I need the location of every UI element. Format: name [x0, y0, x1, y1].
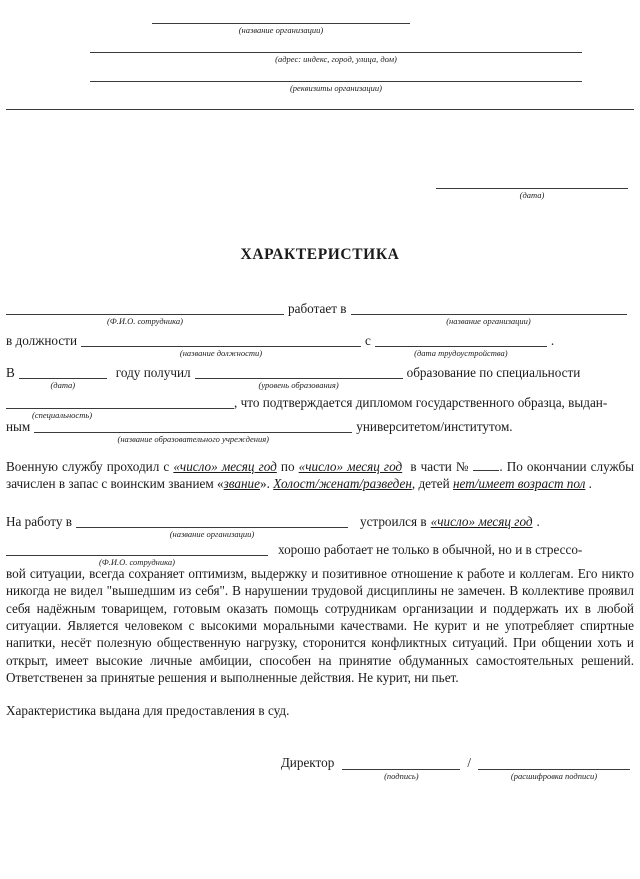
employment-org-caption: (название организации) [446, 316, 531, 326]
date-rule[interactable] [436, 174, 628, 189]
works-at-text: работает в [288, 301, 347, 316]
header-block [6, 0, 634, 110]
education-year-rule[interactable] [19, 364, 107, 379]
transcript-caption: (расшифровка подписи) [510, 771, 598, 782]
employment-line [6, 300, 634, 326]
position-line-period: . [550, 333, 555, 348]
header-address-row [6, 38, 634, 64]
org-name-field[interactable] [152, 9, 410, 35]
employee-name-rule[interactable] [6, 300, 284, 315]
requisites-field[interactable] [90, 67, 582, 93]
document-body [6, 300, 634, 719]
education-year-line [6, 364, 634, 390]
education-specialty-text: образование по специальности [406, 365, 581, 380]
characterization-employee-rule[interactable] [6, 541, 268, 556]
hiring-org-field[interactable] [76, 513, 348, 539]
hire-date-caption: (дата трудоустройства) [414, 348, 508, 358]
hire-date-field[interactable] [375, 332, 547, 358]
hiring-org-rule[interactable] [76, 513, 348, 528]
header-org-row [6, 9, 634, 35]
university-text: университетом/институтом. [356, 419, 513, 434]
date-field[interactable] [436, 174, 628, 200]
education-level-rule[interactable] [195, 364, 403, 379]
org-name-caption: (название организации) [238, 25, 324, 35]
hiring-line [6, 513, 634, 539]
characterization-paragraph: вой ситуации, всегда сохраняет оптимизм, выдержку и позитивное отношение к работе и коллегам. Его никто никогда не видел "вышедшим из себя". В нарушении трудовой дисциплины не замечен. В коллективе проявил себя надёжным товарищем, готовым оказать помощь сотрудникам организации и поддержать их в любой ситуации. Является человеком с высокими моральными качествами. Не курит и не употребляет спиртные напитки, несёт полезную общественную нагрузку, сторонится конфликтных ситуаций. При общении хоть и открыт, имеет высокие личные амбиции, способен на принятие обдуманных самостоятельных решений. Ответственен за принятые решения и выполненные действия. Не курит, ни пьет. [6, 565, 634, 686]
institution-caption: (название образовательного учреждения) [117, 434, 270, 444]
position-field[interactable] [81, 332, 361, 358]
date-caption: (дата) [519, 190, 545, 200]
address-field[interactable] [90, 38, 582, 64]
characterization-employee-field[interactable] [6, 541, 268, 567]
education-in-text: В [6, 365, 15, 380]
military-service-text: Военную службу проходил с «число» месяц год по «число» месяц год в части № . По окончании службы зачислен в запас с воинским званием «звание». Холост/женат/разведен, детей нет/имеет возраст пол . [6, 459, 635, 492]
position-caption: (название должности) [179, 348, 263, 358]
position-line [6, 332, 634, 358]
hiring-joined-text: устроился в [359, 513, 427, 529]
transcript-rule[interactable] [478, 755, 630, 770]
hiring-period-text: . [536, 513, 540, 529]
page-title: ХАРАКТЕРИСТИКА [240, 246, 400, 263]
signature-rule[interactable] [342, 755, 460, 770]
specialty-rule[interactable] [6, 394, 234, 409]
employee-name-field[interactable] [6, 300, 284, 326]
signature-field[interactable] [342, 755, 460, 781]
address-caption: (адрес: индекс, город, улица, дом) [275, 54, 397, 64]
position-prefix-text: в должности [6, 333, 77, 348]
address-rule[interactable] [90, 38, 582, 53]
header-requisites-row [6, 67, 634, 93]
education-level-caption: (уровень образования) [258, 380, 339, 390]
characterization-employee-caption: (Ф.И.О. сотрудника) [99, 556, 175, 567]
requisites-caption: (реквизиты организации) [289, 83, 383, 93]
year-received-text: году получил [115, 365, 191, 380]
characterization-lead-line [6, 541, 634, 567]
education-specialty-line [6, 394, 634, 420]
hiring-date-placeholder: «число» месяц год [430, 513, 533, 529]
education-year-field[interactable] [19, 364, 107, 390]
signature-separator: / [467, 755, 471, 771]
header-divider-rule [6, 109, 634, 110]
hiring-org-caption: (название организации) [169, 528, 255, 539]
education-institution-line [6, 418, 634, 444]
signature-block [6, 755, 634, 781]
education-year-caption: (дата) [50, 380, 76, 390]
diploma-confirm-text: , что подтверждается дипломом государственного образца, выдан- [234, 395, 608, 410]
military-service-paragraph [6, 458, 634, 493]
since-text: с [365, 333, 371, 348]
institution-rule[interactable] [34, 418, 352, 433]
employment-org-field[interactable] [351, 300, 627, 326]
signature-caption: (подпись) [384, 771, 419, 782]
hire-date-rule[interactable] [375, 332, 547, 347]
requisites-rule[interactable] [90, 67, 582, 82]
director-label: Директор [280, 755, 335, 771]
hiring-prefix-text: На работу в [6, 513, 72, 529]
specialty-caption: (специальность) [32, 410, 93, 420]
unit-number-blank[interactable] [473, 459, 499, 471]
education-level-field[interactable] [195, 364, 403, 390]
org-name-rule[interactable] [152, 9, 410, 24]
transcript-field[interactable] [478, 755, 630, 781]
specialty-field[interactable] [6, 394, 234, 420]
characterization-lead-text: хорошо работает не только в обычной, но и в стрессо- [278, 541, 583, 557]
position-rule[interactable] [81, 332, 361, 347]
employment-org-rule[interactable] [351, 300, 627, 315]
nym-text: ным [6, 419, 31, 434]
date-block [6, 174, 634, 200]
purpose-text: Характеристика выдана для предоставления в суд. [6, 702, 290, 718]
institution-field[interactable] [34, 418, 352, 444]
employee-name-caption: (Ф.И.О. сотрудника) [107, 316, 183, 326]
